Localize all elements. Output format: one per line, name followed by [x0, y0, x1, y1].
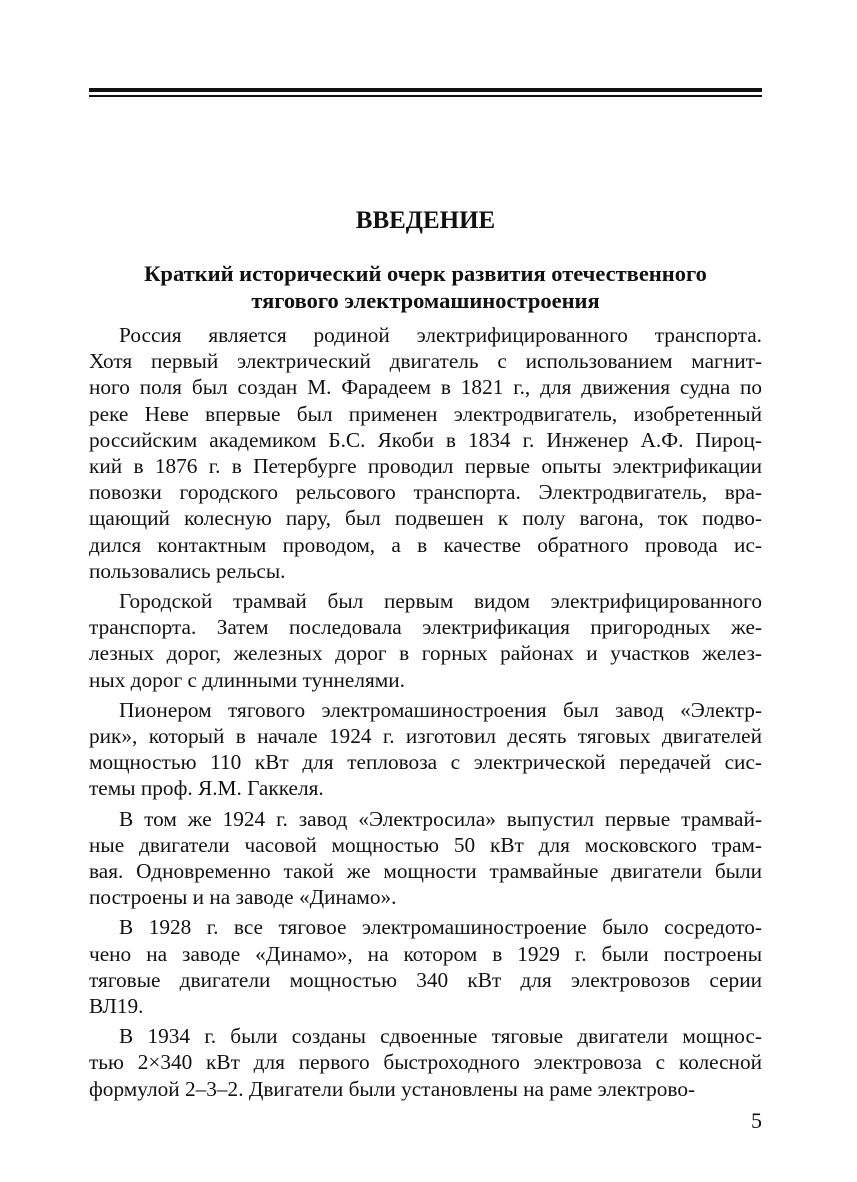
- header-double-rule: [89, 88, 762, 98]
- paragraph-line: Хотя первый электрический двигатель с использованием магнит-: [89, 349, 762, 374]
- page-number: 5: [751, 1108, 762, 1133]
- paragraph-line: повозки городского рельсового транспорта. Электродвигатель, вра-: [89, 480, 762, 505]
- paragraph-line: Городской трамвай был первым видом электрифицированного: [119, 589, 762, 614]
- paragraph-line: ВЛ19.: [89, 994, 144, 1019]
- paragraph: [89, 322, 762, 584]
- body-text: [89, 322, 762, 1102]
- paragraph: [89, 697, 762, 802]
- paragraph: [89, 914, 762, 1019]
- page-body: [89, 204, 762, 1106]
- header-rule-thick: [89, 88, 762, 92]
- paragraph-line: ные двигатели часовой мощностью 50 кВт для московского трам-: [89, 832, 762, 857]
- section-title-line: тягового электромашиностроения: [251, 288, 600, 313]
- paragraph-line: мощностью 110 кВт для тепловоза с электрической передачей сис-: [89, 750, 762, 775]
- paragraph-line: чено на заводе «Динамо», на котором в 1929 г. были построены: [89, 941, 762, 966]
- paragraph-line: В 1934 г. были созданы сдвоенные тяговые двигатели мощнос-: [119, 1024, 762, 1049]
- paragraph-line: В 1928 г. все тяговое электромашиностроение было сосредото-: [119, 915, 762, 940]
- chapter-title: ВВЕДЕНИЕ: [355, 207, 496, 234]
- paragraph-line: ного поля был создан М. Фарадеем в 1821 г., для движения судна по: [89, 375, 762, 400]
- paragraph-line: щающий колесную пару, был подвешен к полу вагона, ток подво-: [89, 506, 762, 531]
- paragraph-line: российским академиком Б.С. Якоби в 1834 г. Инженер А.Ф. Пироц-: [89, 427, 762, 452]
- paragraph-line: пользовались рельсы.: [89, 558, 286, 583]
- paragraph-line: кий в 1876 г. в Петербурге проводил первые опыты электрификации: [89, 454, 762, 479]
- paragraph-line: вая. Одновременно такой же мощности трамвайные двигатели были: [89, 859, 762, 884]
- section-title-line: Краткий исторический очерк развития отечественного: [144, 261, 707, 286]
- header-rule-thin: [89, 95, 762, 97]
- paragraph: [89, 806, 762, 911]
- paragraph-line: тью 2×340 кВт для первого быстроходного электровоза с колесной: [89, 1050, 762, 1075]
- section-title: [89, 260, 762, 314]
- paragraph-line: рик», который в начале 1924 г. изготовил десять тяговых двигателей: [89, 724, 762, 749]
- paragraph-line: В том же 1924 г. завод «Электросила» выпустил первые трамвай-: [119, 806, 762, 831]
- paragraph-line: лезных дорог, железных дорог в горных районах и участков желез-: [89, 641, 762, 666]
- paragraph-line: формулой 2–3–2. Двигатели были установлены на раме электрово-: [89, 1076, 696, 1101]
- paragraph-line: ных дорог с длинными туннелями.: [89, 667, 406, 692]
- paragraph-line: транспорта. Затем последовала электрификация пригородных же-: [89, 615, 762, 640]
- paragraph-line: Россия является родиной электрифицированного транспорта.: [119, 323, 762, 347]
- paragraph-line: тяговые двигатели мощностью 340 кВт для электровозов серии: [89, 967, 762, 992]
- paragraph: [89, 588, 762, 693]
- paragraph-line: темы проф. Я.М. Гаккеля.: [89, 776, 324, 801]
- paragraph-line: построены и на заводе «Динамо».: [89, 885, 397, 910]
- paragraph-line: Пионером тягового электромашиностроения был завод «Электр-: [119, 697, 762, 722]
- paragraph-line: реке Неве впервые был применен электродвигатель, изобретенный: [89, 401, 762, 426]
- paragraph-line: дился контактным проводом, а в качестве обратного провода ис-: [89, 532, 762, 557]
- paragraph: [89, 1023, 762, 1102]
